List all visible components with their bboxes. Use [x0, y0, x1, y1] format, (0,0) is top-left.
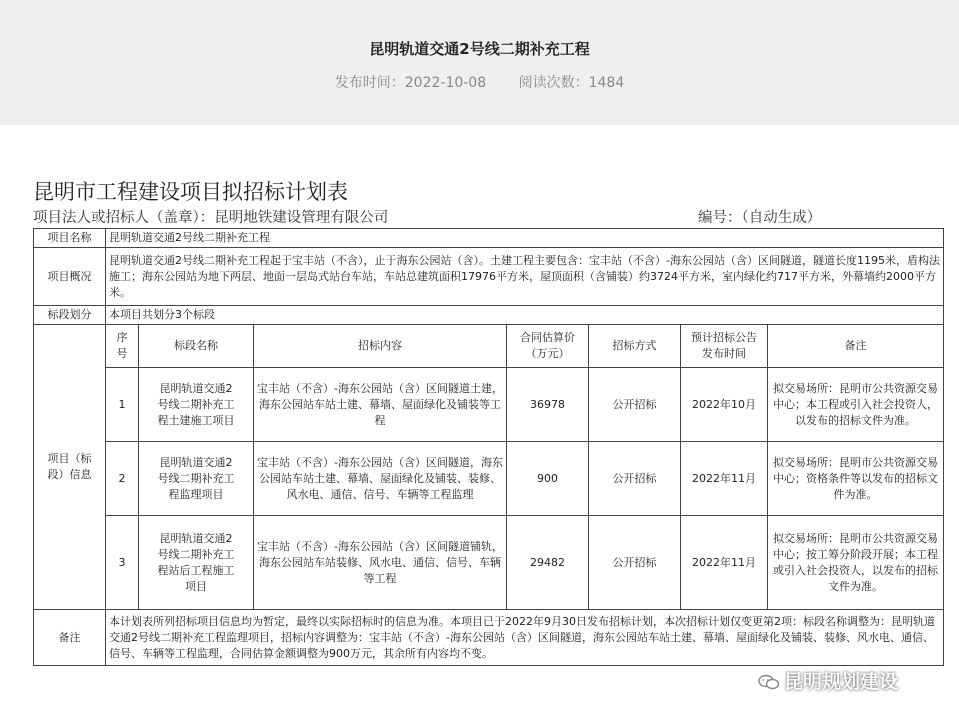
row-headers — [34, 325, 944, 368]
table-row — [34, 442, 944, 516]
row3-remark: 拟交易场所：昆明市公共资源交易中心；按工筹分阶段开展；本工程或引入社会投资人，以发布的招标文件为准。 — [768, 516, 944, 610]
row-overview — [34, 248, 944, 306]
row1-method: 公开招标 — [589, 368, 681, 442]
header-seq — [106, 325, 139, 368]
row3-name-text: 昆明轨道交通2号线二期补充工程站后工程施工项目 — [157, 531, 235, 593]
row1-content: 宝丰站（不含）-海东公园站（含）区间隧道土建，海东公园站车站土建、幕墙、屋面绿化及铺装等工程 — [254, 368, 507, 442]
project-name-label: 项目名称 — [34, 229, 106, 248]
info-label — [34, 325, 106, 610]
row1-time: 2022年10月 — [681, 368, 768, 442]
tenderer-line: 项目法人或招标人（盖章）：昆明地铁建设管理有限公司 — [33, 210, 389, 226]
row1-remark: 拟交易场所：昆明市公共资源交易中心；本工程或引入社会投资人，以发布的招标文件为准。 — [768, 368, 944, 442]
row1-name — [139, 368, 254, 442]
row2-method: 公开招标 — [589, 442, 681, 516]
overview-label: 项目概况 — [34, 248, 106, 306]
header-seq-text: 序号 — [116, 331, 128, 360]
row-project-name — [34, 229, 944, 248]
row3-content: 宝丰站（不含）-海东公园站（含）区间隧道铺轨，海东公园站车站装修、风水电、通信、信号、车辆等工程 — [254, 516, 507, 610]
account-watermark — [758, 667, 898, 694]
tender-plan-table — [33, 228, 944, 666]
document-subheader — [33, 206, 913, 224]
row2-price: 900 — [507, 442, 589, 516]
row1-seq: 1 — [106, 368, 139, 442]
header-name: 标段名称 — [139, 325, 254, 368]
sections-value: 本项目共划分3个标段 — [106, 306, 944, 325]
row2-name — [139, 442, 254, 516]
header-price — [507, 325, 589, 368]
header-method: 招标方式 — [589, 325, 681, 368]
row3-seq: 3 — [106, 516, 139, 610]
read-count: 阅读次数：1484 — [518, 75, 625, 91]
row3-time: 2022年11月 — [681, 516, 768, 610]
header-content: 招标内容 — [254, 325, 507, 368]
table-row — [34, 368, 944, 442]
row1-price: 36978 — [507, 368, 589, 442]
table-row — [34, 516, 944, 610]
article-header — [0, 0, 959, 125]
overview-value: 昆明轨道交通2号线二期补充工程起于宝丰站（不含），止于海东公园站（含）。土建工程主要包含：宝丰站（不含）-海东公园站（含）区间隧道，隧道长度1195米，盾构法施工；海东公园站为地下两层、地面一层岛式站台车站，车站总建筑面积17976平方米，屋顶面积（含铺装）约3724平方米，室内绿化约717平方米，外幕墙约2000平方米。 — [106, 248, 944, 306]
document-title: 昆明市工程建设项目拟招标计划表 — [33, 180, 348, 204]
row3-price: 29482 — [507, 516, 589, 610]
row2-remark: 拟交易场所：昆明市公共资源交易中心；资格条件等以发布的招标文件为准。 — [768, 442, 944, 516]
header-time-text: 预计招标公告发布时间 — [690, 331, 757, 360]
serial-number: 编号：（自动生成） — [698, 210, 822, 226]
watermark-text: 昆明规划建设 — [784, 671, 899, 693]
row2-name-text: 昆明轨道交通2号线二期补充工程监理项目 — [157, 455, 235, 501]
wechat-icon — [758, 674, 780, 690]
row-sections — [34, 306, 944, 325]
row-note — [34, 610, 944, 666]
note-label: 备注 — [34, 610, 106, 666]
info-label-text: 项目（标段）信息 — [47, 452, 92, 481]
header-remark: 备注 — [768, 325, 944, 368]
sections-label: 标段划分 — [34, 306, 106, 325]
header-price-text: 合同估算价（万元） — [519, 331, 575, 360]
row2-content: 宝丰站（不含）-海东公园站（含）区间隧道，海东公园站车站土建、幕墙、屋面绿化及铺装、装修、风水电、通信、信号、车辆等工程监理 — [254, 442, 507, 516]
project-name-value: 昆明轨道交通2号线二期补充工程 — [106, 229, 944, 248]
row2-seq: 2 — [106, 442, 139, 516]
note-value: 本计划表所列招标项目信息均为暂定，最终以实际招标时的信息为准。本项目已于2022年9月30日发布招标计划，本次招标计划仅变更第2项：标段名称调整为：昆明轨道交通2号线二期补充工程监理项目，招标内容调整为：宝丰站（不含）-海东公园站（含）区间隧道，海东公园站车站土建、幕墙、屋面绿化及铺装、装修、风水电、通信、信号、车辆等工程监理，合同估算金额调整为900万元，其余所有内容均不变。 — [106, 610, 944, 666]
row3-name — [139, 516, 254, 610]
article-meta — [0, 72, 959, 92]
row1-name-text: 昆明轨道交通2号线二期补充工程土建施工项目 — [157, 381, 235, 427]
row3-method: 公开招标 — [589, 516, 681, 610]
publish-time: 发布时间：2022-10-08 — [334, 75, 487, 91]
row2-time: 2022年11月 — [681, 442, 768, 516]
article-title: 昆明轨道交通2号线二期补充工程 — [369, 40, 590, 58]
header-time — [681, 325, 768, 368]
